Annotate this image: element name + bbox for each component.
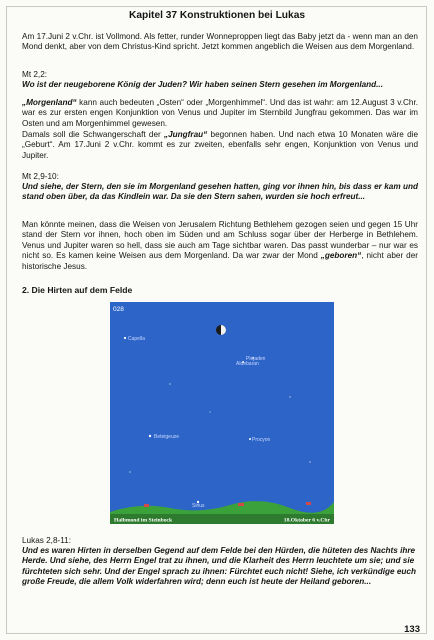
paragraph-weisen [22,220,418,272]
quote-mt-2-2: Wo ist der neugeborene König der Juden? Wir haben seinen Stern gesehen im Morgenland... [22,80,383,89]
house-icon [238,503,244,506]
star-chart-svg [110,302,334,524]
term-geboren: „geboren“ [320,251,362,261]
label-sirius: Sirius [192,503,205,509]
paragraph-jungfrau-pre: Damals soll die Schwangerschaft der [22,130,165,139]
paragraph-morgenland [22,98,418,129]
section-heading-hirten: 2. Die Hirten auf dem Felde [22,285,133,295]
label-aldebaran: Aldebaran [236,361,259,367]
verse-reference-mt-2-2: Mt 2,2: [22,70,48,79]
label-beteigeuze: Beteigeuze [154,434,180,440]
figure-caption-left: Halbmond im Steinbock [114,517,173,524]
label-procyon: Procyon [252,437,271,443]
paragraph-full-moon: Am 17.Juni 2 v.Chr. ist Vollmond. Als fetter, runder Wonneproppen liegt das Baby jetzt da - wenn man an den Mond denkt, aber von dem Christus-Kind spricht. Jetzt kommen angeblich die Weisen aus dem Morgenland. [22,32,418,52]
house-icon [306,502,311,505]
star-chart-figure [110,302,334,524]
quote-mt-2-9: Und siehe, der Stern, den sie im Morgenland gesehen hatten, ging vor ihnen hin, bis dass er kam und stand oben über, da das Kindlein war. Da sie den Stern sahen, wurden sie hoch erfreut... [22,182,418,202]
paragraph-weisen-pre: Man könnte meinen, dass die Weisen von Jerusalem Richtung Bethlehem gezogen seien und gegen 15 Uhr stand der Stern vor ihnen, hoch oben im Süden und am Schluss sogar über der Herberge in Bethlehem. Venus und Jupiter waren so hell, dass sie auch am Tage sichtbar waren. Das passt wunderbar – nur war es nicht so. Es kamen keine Weisen aus dem Morgenland. Da war zwar der Mond [22,220,418,261]
page-number: 133 [404,624,420,635]
figure-caption-right: 18.Oktober 6 v.Chr [283,517,330,524]
house-icon [144,504,149,507]
term-morgenland: „Morgenland“ [22,98,77,107]
term-jungfrau: „Jungfrau“ [164,130,208,139]
paragraph-jungfrau [22,130,418,161]
verse-reference-lukas-2-8: Lukas 2,8-11: [22,536,72,545]
quote-lukas-2-8: Und es waren Hirten in derselben Gegend auf dem Felde bei den Hürden, die hüteten des Nachts ihre Herde. Und siehe, des Herrn Engel trat zu ihnen, und die Klarheit des Herrn leuchtete um sie; und sie fürchteten sich sehr. Und der Engel sprach zu ihnen: Fürchtet euch nicht! Siehe, ich verkündige euch große Freude, die allem Volk widerfahren wird; denn euch ist heute der Heiland geboren... [22,546,416,587]
label-plejaden: Plejaden [246,356,266,362]
label-capella: Capella [128,336,145,342]
paragraph-morgenland-text: kann auch bedeuten „Osten“ oder „Morgenhimmel“. Und das ist wahr: am 12.August 3 v.Chr. war es zur ersten engen Konjunktion von Venus und Jupiter im Sternbild Jungfrau gekommen. Das war im Osten und am Morgenhimmel gewesen. [22,98,418,128]
figure-corner-label: 028 [113,306,124,313]
paragraph-weisen-post: , nicht aber der historische Jesus. [22,251,418,271]
verse-reference-mt-2-9: Mt 2,9-10: [22,172,59,181]
paragraph-jungfrau-post: begonnen haben. Und nach etwa 10 Monaten wäre die „Geburt“. Am 17.Juni 2 v.Chr. kommt es zur zweiten, ebenfalls sehr engen, Konjunktion von Venus und Jupiter. [22,130,418,160]
half-moon-icon [216,325,226,335]
chapter-title: Kapitel 37 Konstruktionen bei Lukas [128,10,306,21]
